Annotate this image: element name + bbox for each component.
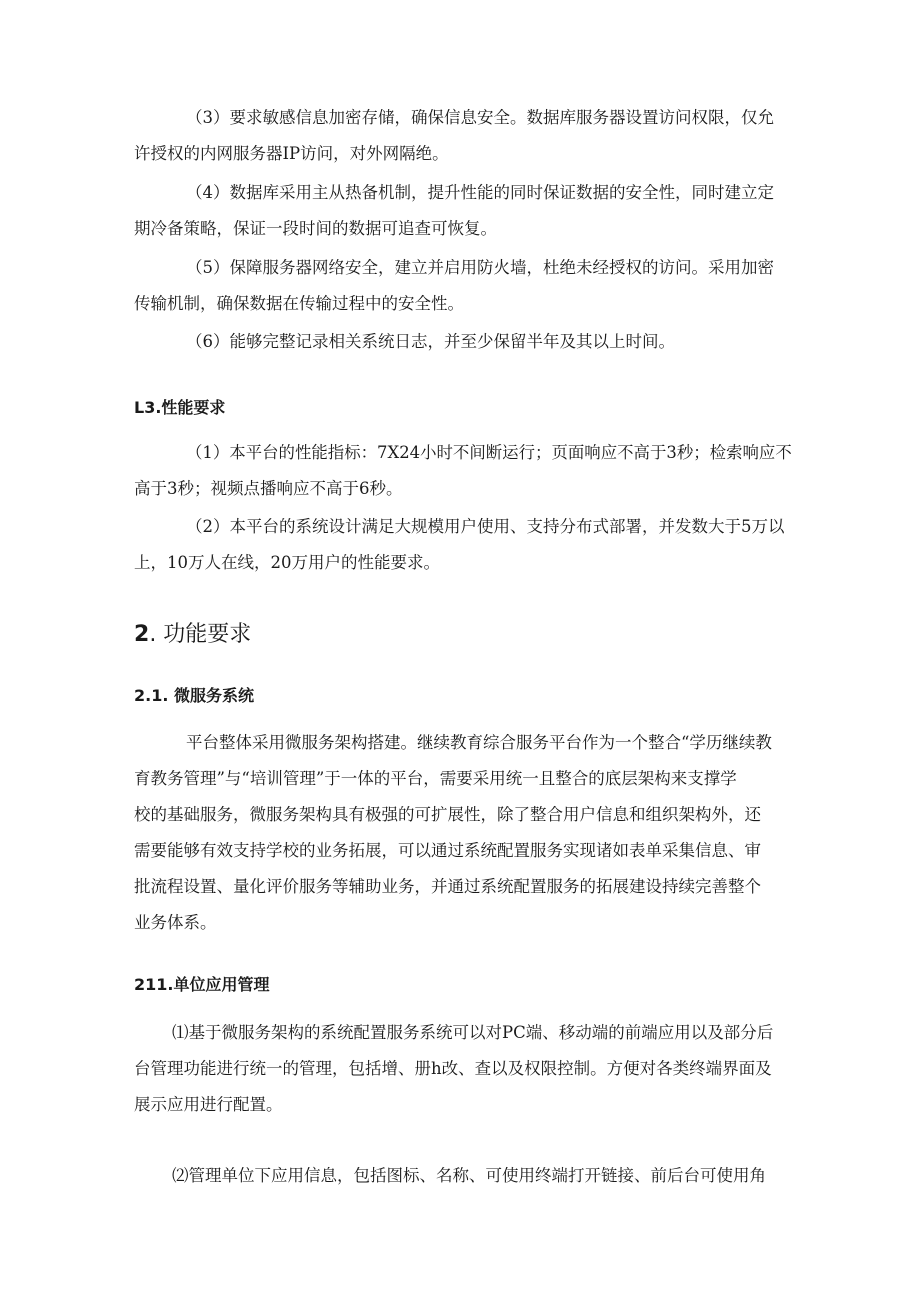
security-p4-line-1: （4）数据库采用主从热备机制，提升性能的同时保证数据的安全性，同时建立定 [186, 183, 774, 202]
unit-app-p2-line-1: ⑵管理单位下应用信息，包括图标、名称、可使用终端打开链接、前后台可使用角 [172, 1166, 766, 1185]
unit-app-p1-line-2: 台管理功能进行统一的管理，包括增、册h改、查以及权限控制。方便对各类终端界面及 [134, 1059, 772, 1078]
unit-app-p1-line-3: 展示应用进行配置。 [134, 1095, 283, 1114]
security-p4-line-2: 期冷备策略，保证一段时间的数据可追查可恢复。 [134, 219, 497, 238]
microservice-line-3: 校的基础服务，微服务架构具有极强的可扩展性，除了整合用户信息和组织架构外，还 [134, 805, 761, 824]
performance-p1-line-1: （1）本平台的性能指标：7X24小时不间断运行；页面响应不高于3秒；检索响应不 [186, 443, 792, 462]
unit-app-heading: 211.单位应用管理 [134, 975, 270, 994]
microservice-line-6: 业务体系。 [134, 913, 217, 932]
performance-p1-line-2: 高于3秒；视频点播响应不高于6秒。 [134, 479, 403, 498]
microservice-line-4: 需要能够有效支持学校的业务拓展，可以通过系统配置服务实现诸如表单采集信息、审 [134, 841, 761, 860]
functional-heading-number: 2 [134, 622, 150, 647]
functional-heading [134, 621, 251, 649]
security-p5-line-1: （5）保障服务器网络安全，建立并启用防火墙，杜绝未经授权的访问。采用加密 [186, 258, 774, 277]
unit-app-p1-line-1: ⑴基于微服务架构的系统配置服务系统可以对PC端、移动端的前端应用以及部分后 [172, 1023, 774, 1042]
performance-p2-line-2: 上，10万人在线，20万用户的性能要求。 [134, 553, 440, 572]
microservice-line-5: 批流程设置、量化评价服务等辅助业务，并通过系统配置服务的拓展建设持续完善整个 [134, 877, 761, 896]
security-p5-line-2: 传输机制，确保数据在传输过程中的安全性。 [134, 294, 464, 313]
microservice-heading: 2.1. 微服务系统 [134, 686, 254, 705]
performance-heading: L3.性能要求 [134, 398, 226, 417]
functional-heading-text: . 功能要求 [149, 622, 252, 647]
microservice-line-2: 育教务管理”与“培训管理”于一体的平台，需要采用统一且整合的底层架构来支撑学 [134, 769, 737, 788]
security-p3-line-1: （3）要求敏感信息加密存储，确保信息安全。数据库服务器设置访问权限，仅允 [186, 108, 774, 127]
security-p6: （6）能够完整记录相关系统日志，并至少保留半年及其以上时间。 [186, 332, 675, 351]
security-p3-line-2: 许授权的内网服务器IP访问，对外网隔绝。 [134, 144, 449, 163]
performance-p2-line-1: （2）本平台的系统设计满足大规模用户使用、支持分布式部署，并发数大于5万以 [186, 517, 785, 536]
microservice-line-1: 平台整体采用微服务架构搭建。继续教育综合服务平台作为一个整合“学历继续教 [186, 733, 772, 752]
